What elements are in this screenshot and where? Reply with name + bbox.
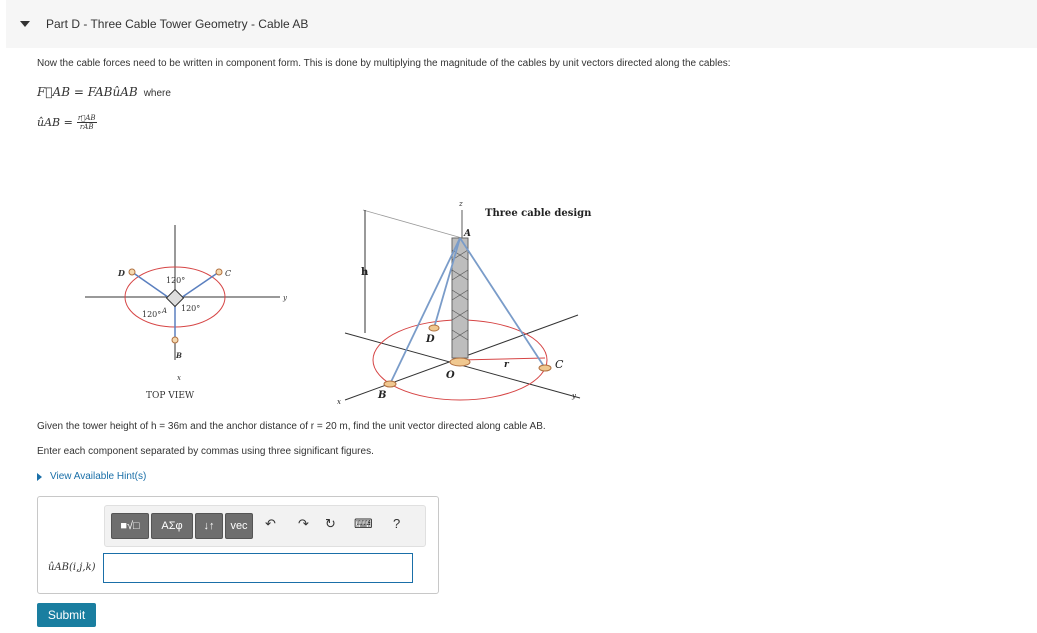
undo-icon[interactable]: ↶ <box>265 516 276 531</box>
iso-title: Three cable design <box>485 208 592 219</box>
top-view <box>85 225 280 360</box>
top-label-y: y <box>283 294 287 302</box>
angle-left: 120° <box>142 310 162 319</box>
unit-vector-equation: ûAB = $\frac{r⃗AB}{\text{rAB}}$ <box>37 114 96 131</box>
tower-diagram <box>0 190 640 410</box>
top-label-d: D <box>118 268 125 278</box>
view-hints-link[interactable]: View Available Hint(s) <box>37 471 146 482</box>
greek-button[interactable]: AΣφ <box>151 513 193 539</box>
answer-panel <box>37 496 439 594</box>
iso-label-c: C <box>555 358 564 371</box>
answer-label: ûAB(i,j,k) <box>48 562 96 573</box>
iso-label-r: r <box>504 360 509 370</box>
math-toolbar <box>104 505 426 547</box>
angle-top: 120° <box>166 276 186 285</box>
keyboard-icon[interactable]: ⌨ <box>354 516 373 531</box>
iso-label-x: x <box>337 398 341 406</box>
part-title: Part D - Three Cable Tower Geometry - Cable AB <box>46 17 309 31</box>
vec-button[interactable]: vec <box>225 513 253 539</box>
iso-view <box>345 210 580 400</box>
redo-icon[interactable]: ↷ <box>298 516 309 531</box>
reset-icon[interactable]: ↻ <box>325 516 336 531</box>
iso-label-d: D <box>426 334 435 345</box>
templates-button[interactable]: ■√□ <box>111 513 149 539</box>
top-label-a: A <box>162 307 168 315</box>
help-icon[interactable]: ? <box>393 516 401 531</box>
subscript-button[interactable]: ↓↑ <box>195 513 223 539</box>
submit-button[interactable]: Submit <box>37 603 96 627</box>
force-equation: F⃗AB = FABûAB where <box>37 85 171 99</box>
iso-label-a: A <box>464 229 471 239</box>
angle-right: 120° <box>181 304 201 313</box>
iso-label-y: y <box>572 392 576 400</box>
part-header[interactable] <box>6 0 1037 48</box>
top-view-caption: TOP VIEW <box>146 391 195 401</box>
intro-text: Now the cable forces need to be written in component form. This is done by multiplying the magnitude of the cables by unit vectors directed along the cables: <box>37 58 731 69</box>
iso-label-h: h <box>361 267 369 278</box>
instruction-text: Enter each component separated by commas using three significant figures. <box>37 446 374 457</box>
caret-right-icon <box>37 473 42 481</box>
iso-label-z: z <box>459 200 463 208</box>
iso-label-b: B <box>378 390 387 401</box>
answer-input[interactable] <box>103 553 413 583</box>
top-label-x: x <box>177 374 181 382</box>
top-label-c: C <box>225 269 232 278</box>
caret-down-icon[interactable] <box>20 21 30 27</box>
iso-label-o: O <box>446 370 455 381</box>
top-label-b: B <box>176 351 182 360</box>
given-text: Given the tower height of h = 36m and the anchor distance of r = 20 m, find the unit vector directed along cable AB. <box>37 421 546 432</box>
